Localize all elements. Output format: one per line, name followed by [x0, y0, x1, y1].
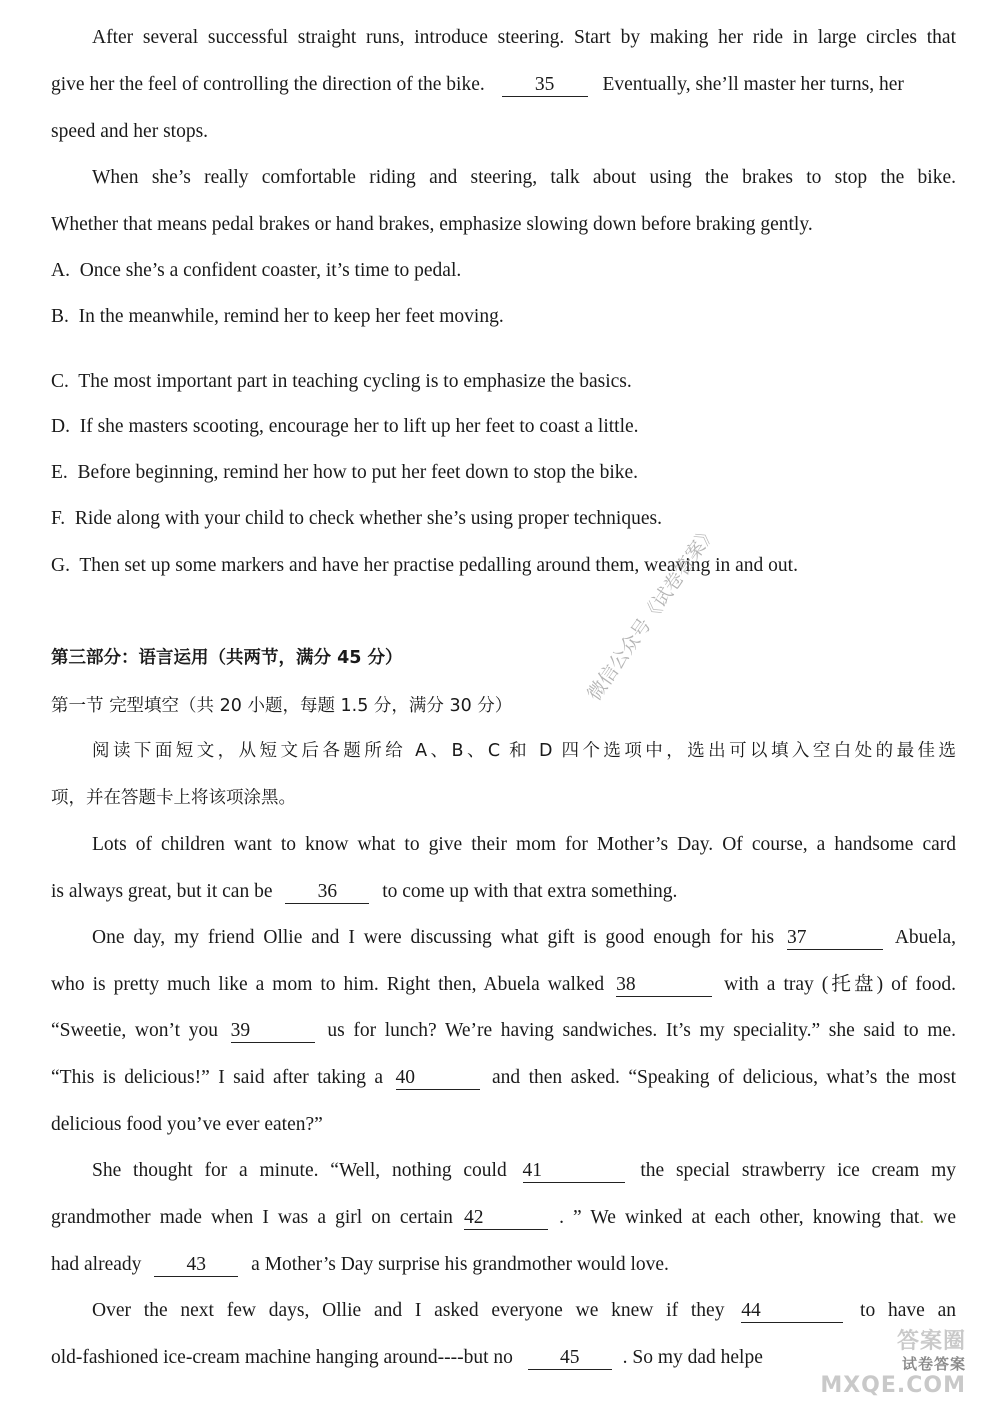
answer-blank-38[interactable]: 38: [616, 974, 712, 997]
site-logo: [820, 1328, 966, 1400]
option-d: [51, 413, 956, 441]
cloze-text: She thought for a minute. “Well, nothing could: [92, 1160, 507, 1181]
cloze-line: [92, 1297, 956, 1325]
passage-line: [51, 71, 956, 99]
answer-blank-35[interactable]: 35: [502, 74, 588, 97]
answer-blank-40[interactable]: 40: [396, 1067, 480, 1090]
passage-text: Eventually, she’ll master her turns, her: [602, 74, 904, 95]
option-text: Before beginning, remind her how to put her feet down to stop the bike.: [77, 462, 639, 483]
answer-blank-37[interactable]: 37: [787, 927, 883, 950]
cloze-text: to come up with that extra something.: [382, 881, 678, 902]
answer-blank-43[interactable]: 43: [154, 1254, 238, 1277]
section-subtitle: 第一节 完型填空（共 20 小题，每题 1.5 分，满分 30 分）: [51, 696, 513, 716]
cloze-text: Over the next few days, Ollie and I asked everyone we knew if they: [92, 1300, 725, 1321]
option-f: [51, 505, 956, 533]
cloze-text: to have an: [860, 1300, 957, 1321]
answer-blank-44[interactable]: 44: [741, 1300, 843, 1323]
option-letter: E.: [51, 462, 68, 483]
instructions: 项，并在答题卡上将该项涂黑。: [51, 788, 296, 808]
cloze-text: old-fashioned ice-cream machine hanging around----but no: [51, 1347, 513, 1368]
option-letter: A.: [51, 260, 70, 281]
cloze-text: us for lunch? We’re having sandwiches. It’s my speciality.” she said to me.: [327, 1020, 957, 1041]
option-letter: G.: [51, 555, 70, 576]
option-text: Ride along with your child to check whether she’s using proper techniques.: [74, 508, 662, 529]
cloze-text: a Mother’s Day surprise his grandmother would love.: [251, 1254, 669, 1275]
mark-dot: .: [919, 1207, 925, 1228]
answer-blank-39[interactable]: 39: [231, 1020, 315, 1043]
cloze-line: [51, 1017, 956, 1045]
logo-text: 答案圈: [896, 1329, 966, 1354]
passage-line: speed and her stops.: [51, 121, 209, 142]
cloze-line: [92, 1157, 956, 1185]
option-text: The most important part in teaching cycling is to emphasize the basics.: [78, 371, 632, 392]
cloze-text: One day, my friend Ollie and I were discussing what gift is good enough for his: [92, 927, 775, 948]
option-letter: D.: [51, 416, 70, 437]
watermark: 微信公众号《试卷答案》: [583, 521, 722, 705]
option-g: [51, 552, 956, 580]
option-letter: C.: [51, 371, 69, 392]
cloze-text: Abuela,: [894, 927, 957, 948]
answer-blank-41[interactable]: 41: [523, 1160, 625, 1183]
logo-url: MXQE.COM: [820, 1373, 966, 1398]
cloze-text: and then asked. “Speaking of delicious, what’s the most: [491, 1067, 956, 1088]
cloze-text: who is pretty much like a mom to him. Right then, Abuela walked: [51, 974, 605, 995]
logo-overlay: 试卷答案: [901, 1355, 966, 1373]
passage-line: After several successful straight runs, introduce steering. Start by making her ride in large circles that: [92, 27, 956, 48]
option-b: [51, 303, 956, 331]
cloze-line: [51, 971, 956, 999]
option-e: [51, 459, 956, 487]
cloze-text: with a tray (托盘) of food.: [724, 974, 957, 995]
option-text: Then set up some markers and have her practise pedalling around them, weaving in and out.: [79, 555, 798, 576]
option-text: If she masters scooting, encourage her to lift up her feet to coast a little.: [79, 416, 639, 437]
cloze-text: we: [933, 1207, 957, 1228]
cloze-text: the special strawberry ice cream my: [640, 1160, 956, 1181]
cloze-line: [92, 924, 956, 952]
cloze-line: Lots of children want to know what to give their mom for Mother’s Day. Of course, a handsome card: [92, 834, 956, 855]
cloze-text: “Sweetie, won’t you: [51, 1020, 218, 1041]
cloze-line: delicious food you’ve ever eaten?”: [51, 1114, 323, 1135]
option-text: Once she’s a confident coaster, it’s time to pedal.: [79, 260, 462, 281]
passage-line: When she’s really comfortable riding and steering, talk about using the brakes to stop the bike.: [92, 167, 956, 188]
cloze-text: . So my dad helpe: [622, 1347, 763, 1368]
passage-text: give her the feel of controlling the direction of the bike.: [51, 74, 485, 95]
cloze-text: had already: [51, 1254, 142, 1275]
option-c: [51, 368, 956, 396]
cloze-text: is always great, but it can be: [51, 881, 273, 902]
answer-blank-45[interactable]: 45: [528, 1347, 612, 1370]
option-text: In the meanwhile, remind her to keep her feet moving.: [78, 306, 504, 327]
cloze-line: [51, 1344, 831, 1372]
cloze-line: [51, 1204, 956, 1232]
cloze-line: [51, 1064, 956, 1092]
answer-blank-42[interactable]: 42: [464, 1207, 548, 1230]
option-letter: B.: [51, 306, 69, 327]
option-letter: F.: [51, 508, 66, 529]
cloze-line: [51, 878, 956, 906]
cloze-line: [51, 1251, 956, 1279]
cloze-text: “This is delicious!” I said after taking a: [51, 1067, 384, 1088]
option-a: [51, 257, 956, 285]
instructions: 阅读下面短文，从短文后各题所给 A、B、C 和 D 四个选项中，选出可以填入空白处的最佳选: [92, 741, 956, 761]
answer-blank-36[interactable]: 36: [285, 881, 369, 904]
section-title: 第三部分：语言运用（共两节，满分 45 分）: [51, 648, 403, 668]
passage-line: Whether that means pedal brakes or hand brakes, emphasize slowing down before braking gently.: [51, 214, 813, 235]
cloze-text: grandmother made when I was a girl on certain: [51, 1207, 453, 1228]
cloze-text: . ” We winked at each other, knowing that: [559, 1207, 920, 1228]
